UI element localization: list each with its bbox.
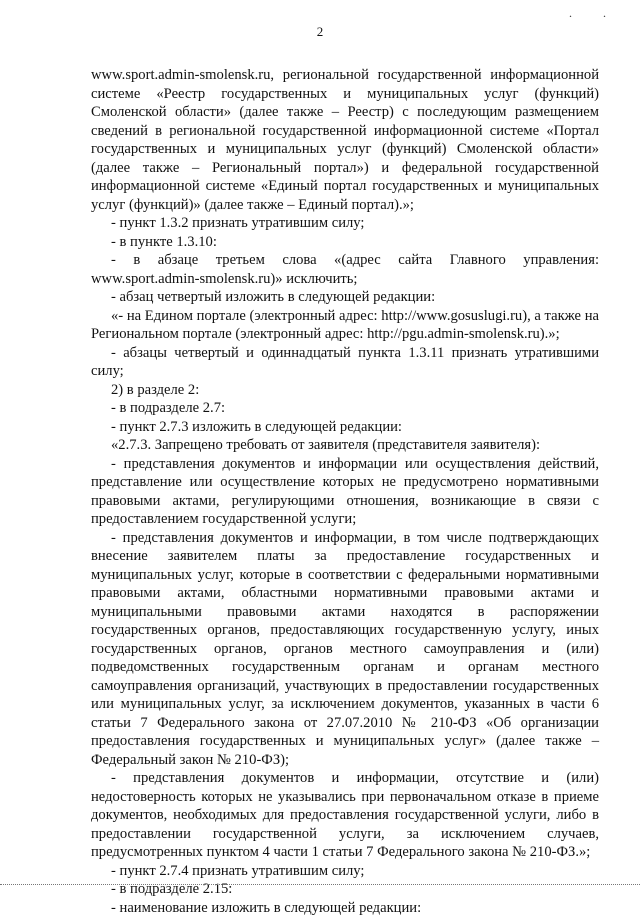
paragraph: - в подразделе 2.7: <box>91 399 599 418</box>
paragraph: - абзац четвертый изложить в следующей редакции: <box>91 288 599 307</box>
paragraph: - представления документов и информации или осуществления действий, представление или осуществление которых не предусмотрено нормативными правовыми актами, регулирующими отношения, возникающие в связи с предоставлением государственной услуги; <box>91 455 599 529</box>
paragraph: - представления документов и информации, в том числе подтверждающих внесение заявителем платы за предоставление государственных и муниципальных услуг, которые в соответствии с федеральными нормативными правовыми актами, областными нормативными правовыми актами и муниципальными правовыми актами находятся в распоряжении государственных органов, предоставляющих государственную услугу, иных государственных органов, органов местного самоуправления и (или) подведомственных государственным органам и органам местного самоуправления организаций, участвующих в предоставлении государственных или муниципальных услуг, за исключением документов, указанных в части 6 статьи 7 Федерального закона от 27.07.2010 № 210-ФЗ «Об организации предоставления государственных и муниципальных услуг» (далее также – Федеральный закон № 210-ФЗ); <box>91 529 599 770</box>
bottom-divider <box>0 884 640 885</box>
paragraph: - представления документов и информации, отсутствие и (или) недостоверность которых не указывались при первоначальном отказе в приеме документов, необходимых для предоставления государственной услуги, либо в предоставлении государственной услуги, за исключением случаев, предусмотренных пунктом 4 части 1 статьи 7 Федерального закона № 210-ФЗ.»; <box>91 769 599 862</box>
paragraph: - наименование изложить в следующей редакции: <box>91 899 599 917</box>
paragraph: - пункт 1.3.2 признать утратившим силу; <box>91 214 599 233</box>
paragraph: www.sport.admin-smolensk.ru, региональной государственной информационной системе «Реестр государственных и муниципальных услуг (функций) Смоленской области» (далее также – Реестр) с последующим размещением сведений в региональной государственной информационной системе «Портал государственных и муниципальных услуг (функций) Смоленской области» (далее также – Региональный портал») и федеральной государственной информационной системе «Единый портал государственных и муниципальных услуг (функций)» (далее также – Единый портал).»; <box>91 66 599 214</box>
scan-marks: . . <box>569 6 620 21</box>
paragraph: - абзацы четвертый и одиннадцатый пункта 1.3.11 признать утратившими силу; <box>91 344 599 381</box>
paragraph: - пункт 2.7.3 изложить в следующей редакции: <box>91 418 599 437</box>
paragraph: - в пункте 1.3.10: <box>91 233 599 252</box>
document-body <box>91 66 599 917</box>
paragraph: - в подразделе 2.15: <box>91 880 599 899</box>
paragraph: «- на Едином портале (электронный адрес: http://www.gosuslugi.ru), а также на Региональном портале (электронный адрес: http://pgu.admin-smolensk.ru).»; <box>91 307 599 344</box>
paragraph: - в абзаце третьем слова «(адрес сайта Главного управления: www.sport.admin-smolensk.ru)» исключить; <box>91 251 599 288</box>
paragraph: 2) в разделе 2: <box>91 381 599 400</box>
paragraph: «2.7.3. Запрещено требовать от заявителя (представителя заявителя): <box>91 436 599 455</box>
paragraph: - пункт 2.7.4 признать утратившим силу; <box>91 862 599 881</box>
page-number: 2 <box>0 24 640 40</box>
